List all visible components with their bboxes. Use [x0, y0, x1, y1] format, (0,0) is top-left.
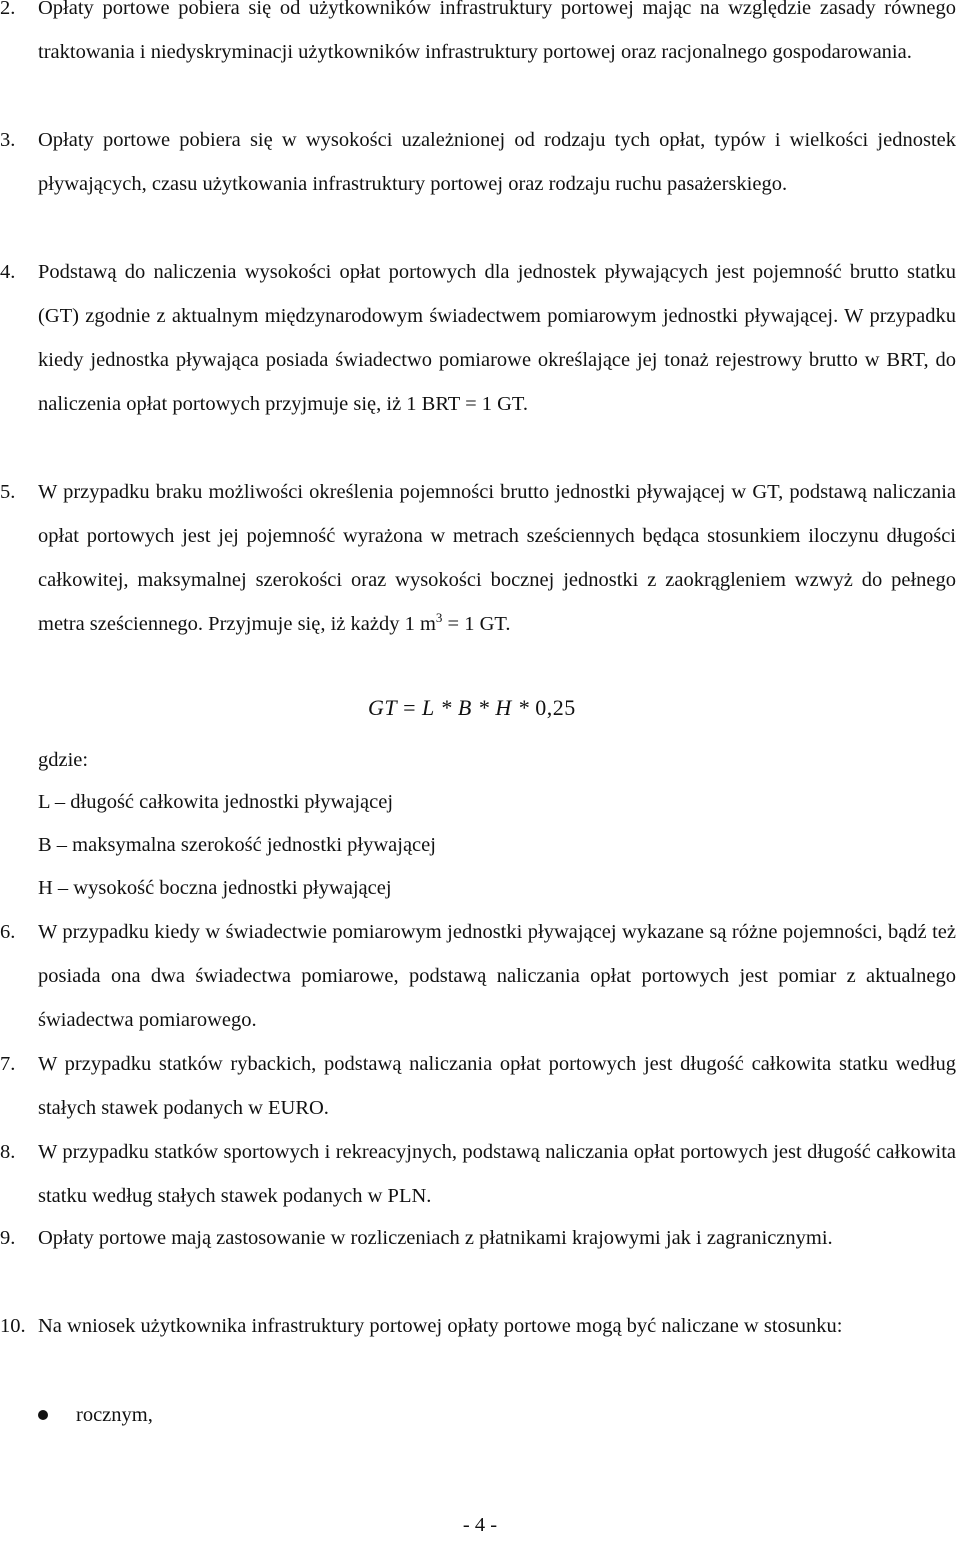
paragraph-number: 8. — [0, 1141, 16, 1163]
paragraph-number: 2. — [0, 0, 16, 19]
paragraph-number: 6. — [0, 921, 16, 943]
paragraph-8 — [0, 1130, 956, 1218]
paragraph-number: 5. — [0, 481, 16, 503]
paragraph-10 — [0, 1304, 956, 1392]
formula-lhs: GT — [368, 695, 398, 720]
list-item-text: rocznym, — [76, 1404, 153, 1426]
paragraph-text: Na wniosek użytkownika infrastruktury portowej opłaty portowe mogą być naliczane w stosunku: — [38, 1315, 843, 1337]
page-number: - 4 - — [462, 1514, 498, 1536]
paragraph-text: W przypadku statków rybackich, podstawą naliczania opłat portowych jest długość całkowita statku według stałych stawek podanych w EURO. — [38, 1053, 956, 1119]
paragraph-text: Opłaty portowe pobiera się od użytkowników infrastruktury portowej mając na względzie zasady równego traktowania i niedyskryminacji użytkowników infrastruktury portowej oraz racjonalnego gospodarowania. — [38, 0, 956, 63]
paragraph-2 — [0, 0, 956, 118]
bullet-icon — [38, 1410, 48, 1420]
formula-rhs: L * B * H * — [422, 695, 536, 720]
paragraph-number: 9. — [0, 1227, 16, 1249]
paragraph-text: W przypadku statków sportowych i rekreacyjnych, podstawą naliczania opłat portowych jest długość całkowita statku według stałych stawek podanych w PLN. — [38, 1141, 956, 1207]
superscript-exponent: 3 — [435, 610, 443, 625]
paragraph-number: 7. — [0, 1053, 16, 1075]
paragraph-6 — [0, 910, 956, 1042]
paragraph-text: W przypadku kiedy w świadectwie pomiarowym jednostki pływającej wykazane są różne pojemności, bądź też posiada ona dwa świadectwa pomiarowe, podstawą naliczania opłat portowych jest pomiar z aktualnego świadectwa pomiarowego. — [38, 921, 956, 1031]
paragraph-text-main: W przypadku braku możliwości określenia pojemności brutto jednostki pływającej w GT, podstawą naliczania opłat portowych jest jej pojemność wyrażona w metrach sześciennych będąca stosunkiem iloczynu długości całkowitej, maksymalnej szerokości oraz wysokości bocznej jednostki z zaokrągleniem wzwyż do pełnego metra sześciennego. Przyjmuje się, iż każdy 1 m — [38, 481, 956, 635]
legend-intro: gdzie: — [38, 749, 89, 771]
paragraph-number: 4. — [0, 261, 16, 283]
paragraph-text: Opłaty portowe pobiera się w wysokości uzależnionej od rodzaju tych opłat, typów i wielkości jednostek pływających, czasu użytkowania infrastruktury portowej oraz rodzaju ruchu pasażerskiego. — [38, 129, 956, 195]
paragraph-number: 3. — [0, 129, 16, 151]
legend-h: H – wysokość boczna jednostki pływającej — [38, 877, 392, 899]
paragraph-7 — [0, 1042, 956, 1130]
paragraph-text: Podstawą do naliczenia wysokości opłat portowych dla jednostek pływających jest pojemność brutto statku (GT) zgodnie z aktualnym międzynarodowym świadectwem pomiarowym jednostki pływającej. W przypadku kiedy jednostka pływająca posiada świadectwo pomiarowe określające jej tonaż rejestrowy brutto w BRT, do naliczenia opłat portowych przyjmuje się, iż 1 BRT = 1 GT. — [38, 261, 956, 415]
paragraph-text-tail: = 1 GT. — [442, 613, 511, 635]
paragraph-5 — [0, 470, 956, 690]
paragraph-text: Opłaty portowe mają zastosowanie w rozliczeniach z płatnikami krajowymi jak i zagranicznymi. — [38, 1227, 833, 1249]
formula-factor: 0,25 — [535, 695, 576, 720]
paragraph-text — [38, 470, 956, 646]
legend-b: B – maksymalna szerokość jednostki pływającej — [38, 834, 436, 856]
paragraph-number: 10. — [0, 1315, 26, 1337]
legend-l: L – długość całkowita jednostki pływającej — [38, 791, 394, 813]
paragraph-9 — [0, 1216, 956, 1304]
paragraph-4 — [0, 250, 956, 470]
formula-equals: = — [397, 695, 423, 720]
paragraph-3 — [0, 118, 956, 250]
gt-formula — [368, 686, 576, 730]
